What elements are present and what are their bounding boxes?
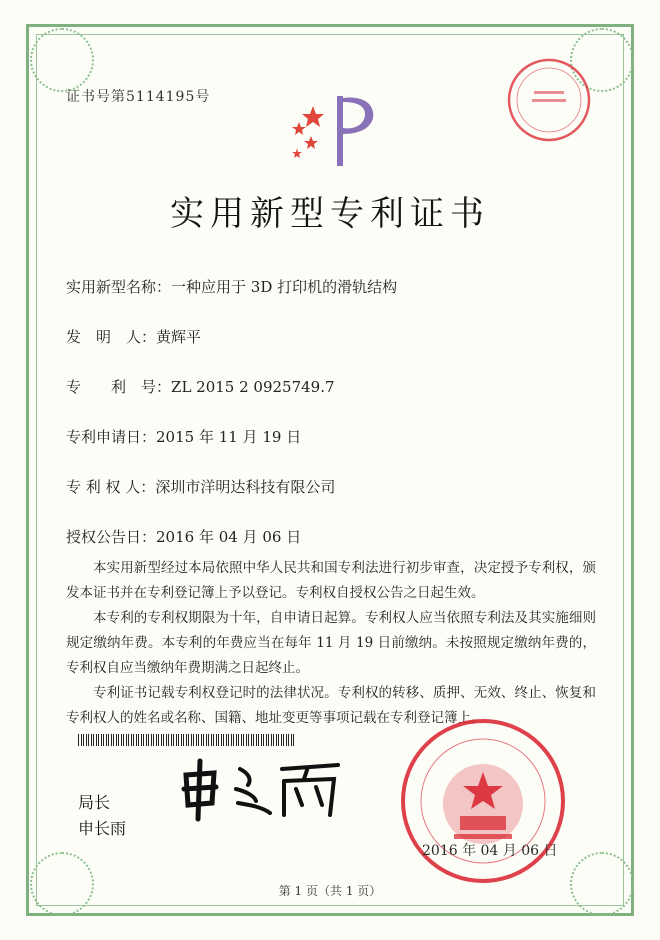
agency-seal-small: [504, 55, 594, 145]
field-inventor: [66, 326, 201, 347]
page-number: 第 1 页（共 1 页）: [278, 884, 382, 898]
certificate-body: [66, 556, 596, 731]
body-paragraph: 本专利的专利权期限为十年，自申请日起算。专利权人应当依照专利法及其实施细则规定缴纳年费。本专利的年费应当在每年 11 月 19 日前缴纳。未按照规定缴纳年费的，专利权自应当缴纳年费期满之日起终止。: [66, 610, 596, 676]
director-name: 申长雨: [78, 819, 127, 838]
field-announcement-date: [66, 526, 301, 547]
field-label: 专 利 权 人：: [66, 478, 156, 496]
body-paragraph: 本实用新型经过本局依照中华人民共和国专利法进行初步审查，决定授予专利权，颁发本证书并在专利登记簿上予以登记。专利权自授权公告之日起生效。: [66, 560, 596, 601]
field-patentee: [66, 476, 335, 497]
field-label: 专 利 号：: [66, 378, 172, 396]
field-patent-number: [66, 376, 335, 397]
national-ip-office-seal: [398, 716, 568, 886]
field-label: 授权公告日：: [66, 528, 157, 546]
director-title: 局长: [78, 793, 111, 812]
field-label: 专利申请日：: [66, 428, 157, 446]
body-paragraph: 专利证书记载专利权登记时的法律状况。专利权的转移、质押、无效、终止、恢复和专利权人的姓名或名称、国籍、地址变更等事项记载在专利登记簿上。: [66, 685, 596, 726]
field-value: 一种应用于 3D 打印机的滑轨结构: [171, 278, 398, 296]
field-value: 2016 年 04 月 06 日: [156, 528, 302, 546]
corner-ornament: [30, 28, 94, 92]
seal-date: 2016 年 04 月 06 日: [422, 843, 558, 859]
field-value: ZL 2015 2 0925749.7: [171, 378, 335, 396]
certificate-number: 证书号第5114195号: [66, 89, 211, 105]
field-value: 2015 年 11 月 19 日: [156, 428, 302, 446]
barcode: [78, 734, 296, 746]
field-application-date: [66, 426, 301, 447]
field-label: 发 明 人：: [66, 328, 157, 346]
field-value: 深圳市洋明达科技有限公司: [155, 478, 336, 496]
certificate-title: 实用新型专利证书: [170, 194, 490, 234]
patent-office-logo: [285, 92, 385, 172]
field-value: 黄辉平: [156, 328, 202, 346]
director-signature: [178, 755, 348, 825]
field-utility-model-name: [66, 276, 397, 297]
field-label: 实用新型名称：: [66, 278, 172, 296]
